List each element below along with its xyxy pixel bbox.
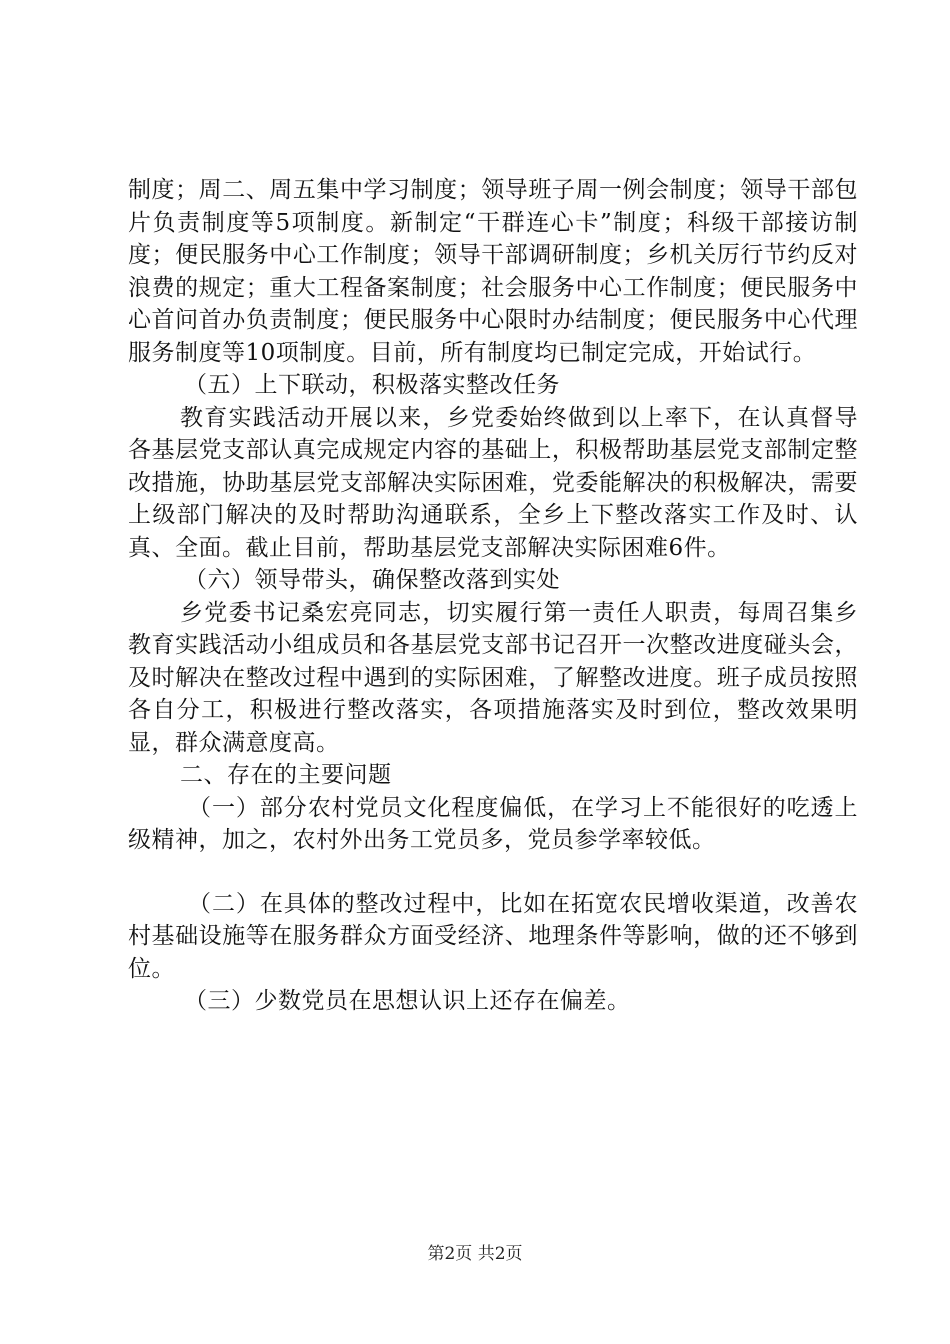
section-heading-six: （六）领导带头，确保整改落到实处: [184, 567, 560, 593]
document-body: [128, 174, 858, 1018]
paragraph-rules-list: 制度；周二、周五集中学习制度；领导班子周一例会制度；领导干部包片负责制度等5项制度。新制定“干群连心卡”制度；科级干部接访制度；便民服务中心工作制度；领导干部调研制度；乡机关厉行节约反对浪费的规定；重大工程备案制度；社会服务中心工作制度；便民服务中心首问首办负责制度；便民服务中心限时办结制度；便民服务中心代理服务制度等10项制度。目前，所有制度均已制定完成，开始试行。: [128, 177, 858, 366]
paragraph-problem-one: （一）部分农村党员文化程度偏低，在学习上不能很好的吃透上级精神，加之，农村外出务工党员多，党员参学率较低。: [128, 794, 858, 853]
paragraph-linkage: 教育实践活动开展以来，乡党委始终做到以上率下，在认真督导各基层党支部认真完成规定内容的基础上，积极帮助基层党支部制定整改措施，协助基层党支部解决实际困难，党委能解决的积极解决，需要上级部门解决的及时帮助沟通联系，全乡上下整改落实工作及时、认真、全面。截止目前，帮助基层党支部解决实际困难6件。: [128, 404, 858, 561]
paragraph-problem-three: （三）少数党员在思想认识上还存在偏差。: [184, 988, 631, 1014]
paragraph-problem-two: （二）在具体的整改过程中，比如在拓宽农民增收渠道，改善农村基础设施等在服务群众方面受经济、地理条件等影响，做的还不够到位。: [128, 890, 858, 982]
page-footer: 第2页 共2页: [427, 1244, 523, 1264]
blank-line: [128, 857, 858, 888]
section-heading-problems: 二、存在的主要问题: [180, 762, 392, 788]
section-heading-five: （五）上下联动，积极落实整改任务: [184, 372, 560, 398]
paragraph-leadership: 乡党委书记桑宏亮同志，切实履行第一责任人职责，每周召集乡教育实践活动小组成员和各基层党支部书记召开一次整改进度碰头会，及时解决在整改过程中遇到的实际困难，了解整改进度。班子成员按照各自分工，积极进行整改落实，各项措施落实及时到位，整改效果明显，群众满意度高。: [128, 599, 858, 756]
